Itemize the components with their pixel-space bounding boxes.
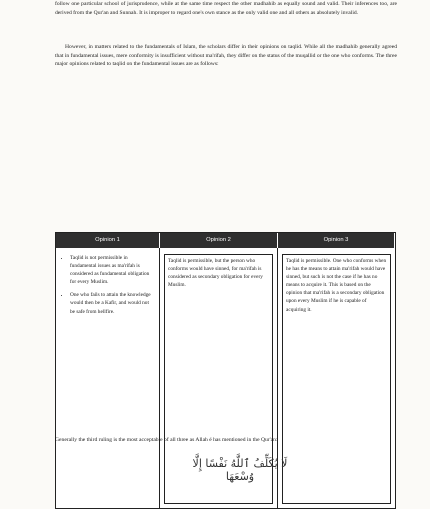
opinion-1-list (60, 254, 155, 316)
paragraph-fundamentals (55, 43, 397, 69)
paragraph-fundamentals-text: However, in matters related to the fundamentals of Islam, the scholars differ in their opinions on taqlid. While all the madhahib generally agreed that in fundamental issues, mere conformity is insufficient without ma'rifah, they differ on the status of the muqallid or the one who conforms. The three major opinions related to taqlid on the fundamental issues are as follows: (55, 44, 397, 68)
opinion-2-text: Taqlid is permissible, but the person who conforms would have sinned, for ma'rifah is considered as secondary obligation for every Muslim. (168, 258, 263, 289)
opinion-3-text: Taqlid is permissible. One who conforms when he has the means to attain ma'rifah would have sinned, but such is not the case if he has no means to acquire it. This is based on the opinion that ma'rifah is a secondary obligation upon every Muslim if he is capable of acquiring it. (286, 258, 387, 313)
opinion-1-point-2: • One who fails to attain the knowledge would then be a Kafir, and would not be safe from hellfire. (70, 291, 155, 315)
paragraph-intro-text: follow one particular school of jurisprudence, while at the same time respect the other madhahib as equally sound and valid. Their inferences too, are derived from the Qur'an and Sunnah. It is improper to regard one's own stance as the only valid one and all others as absolutely invalid. (55, 1, 397, 16)
paragraph-intro (55, 0, 397, 17)
quran-verse: لَا يُكَلِّفُ ٱللَّهُ نَفْسًا إِلَّا وُسْعَهَا (192, 457, 288, 483)
opinion-1-cell (56, 248, 160, 508)
opinion-1-point-1: • Taqlid is not permissible in fundamental issues as ma'rifah is considered as fundamental obligation for every Muslim. (70, 254, 155, 286)
table-header-opinion-3: Opinion 3 (278, 233, 395, 248)
paragraph-conclusion (55, 436, 397, 445)
table-header-opinion-2: Opinion 2 (160, 233, 278, 248)
paragraph-conclusion-text: Generally the third ruling is the most acceptable of all three as Allah é has mentioned in the Qur'an: (55, 437, 278, 443)
table-header-opinion-1: Opinion 1 (56, 233, 160, 248)
